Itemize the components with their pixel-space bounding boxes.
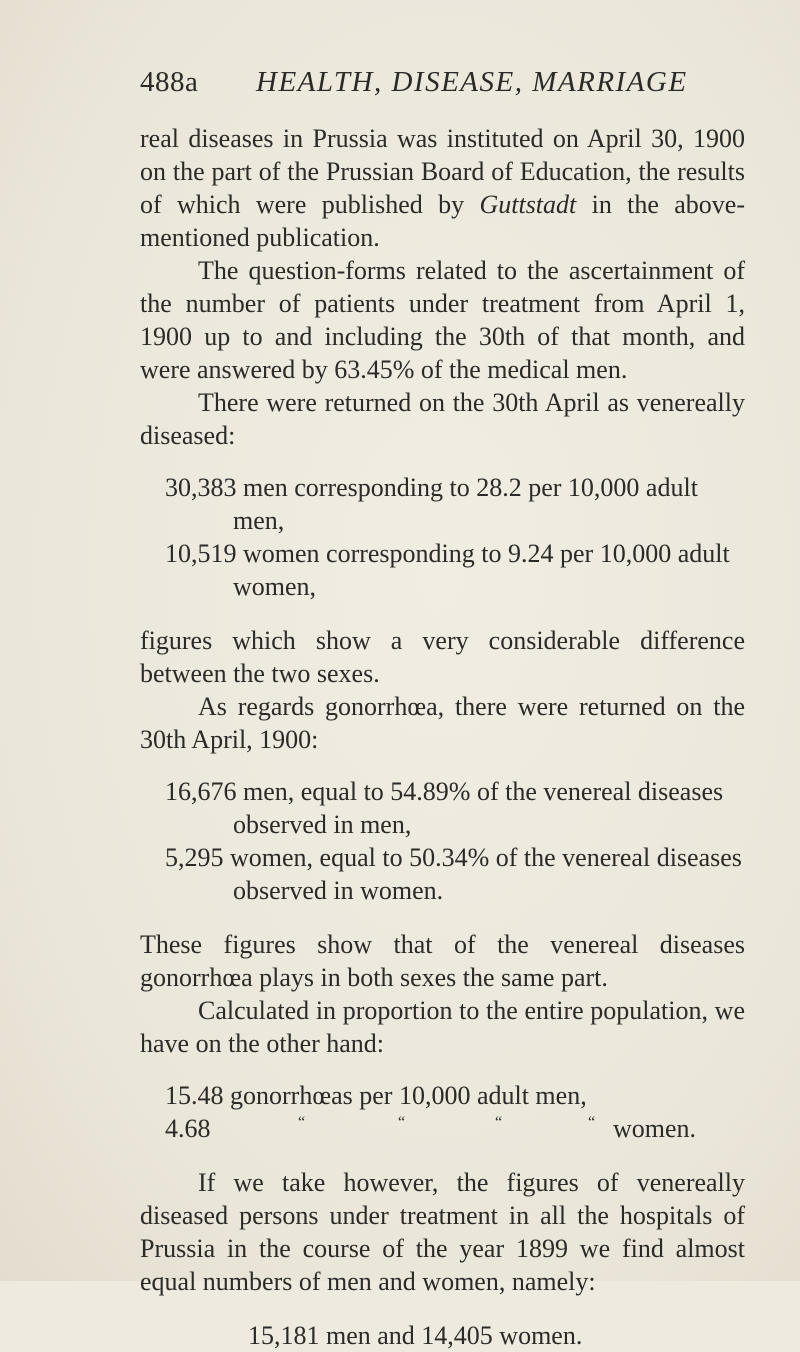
list-item: 16,676 men, equal to 54.89% of the venereal diseases observed in men,	[165, 777, 724, 839]
ditto-mark: “	[588, 1114, 596, 1131]
paragraph-7: Calculated in proportion to the entire population, we have on the other hand:	[140, 996, 745, 1058]
page-number: 488a	[140, 66, 199, 98]
paragraph-2: The question-forms related to the ascertainment of the number of patients under treatment from April 1, 1900 up to and including the 30th of that month, and were answered by 63.45% of the medical men.	[140, 256, 745, 384]
population-ratio-list	[140, 1079, 745, 1145]
ditto-mark: “	[298, 1114, 306, 1131]
paragraph-3: There were returned on the 30th April as venereally diseased:	[140, 388, 745, 450]
ditto-mark: “	[398, 1114, 406, 1131]
list-item: 30,383 men corresponding to 28.2 per 10,000 adult men,	[165, 473, 698, 535]
page-body	[140, 122, 745, 1352]
list-item: 10,519 women corresponding to 9.24 per 10,000 adult women,	[165, 539, 730, 601]
paragraph-4: figures which show a very considerable difference between the two sexes.	[140, 626, 745, 688]
paragraph-6: These figures show that of the venereal diseases gonorrhœa plays in both sexes the same part.	[140, 930, 745, 992]
ratio-value: 4.68	[165, 1114, 211, 1143]
ditto-mark: “	[495, 1114, 503, 1131]
paragraph-8: If we take however, the figures of venereally diseased persons under treatment in all the hospitals of Prussia in the course of the year 1899 we find almost equal numbers of men and women, namely:	[140, 1168, 745, 1296]
list-item: 15.48 gonorrhœas per 10,000 adult men,	[165, 1081, 587, 1110]
gonorrhoea-figures-list	[140, 775, 745, 907]
list-item: 5,295 women, equal to 50.34% of the venereal diseases observed in women.	[165, 843, 742, 905]
list-item	[140, 1112, 745, 1145]
paragraph-1: real diseases in Prussia was instituted on April 30, 1900 on the part of the Prussian Board of Education, the results of which were published by Guttstadt in the above-mentioned publication.	[140, 124, 745, 252]
final-figures: 15,181 men and 14,405 women.	[248, 1321, 583, 1350]
running-title: HEALTH, DISEASE, MARRIAGE	[256, 66, 688, 98]
author-name: Guttstadt	[479, 190, 577, 219]
paragraph-5: As regards gonorrhœa, there were returned on the 30th April, 1900:	[140, 692, 745, 754]
venereal-figures-list	[140, 471, 745, 603]
ratio-label: women.	[613, 1114, 697, 1143]
